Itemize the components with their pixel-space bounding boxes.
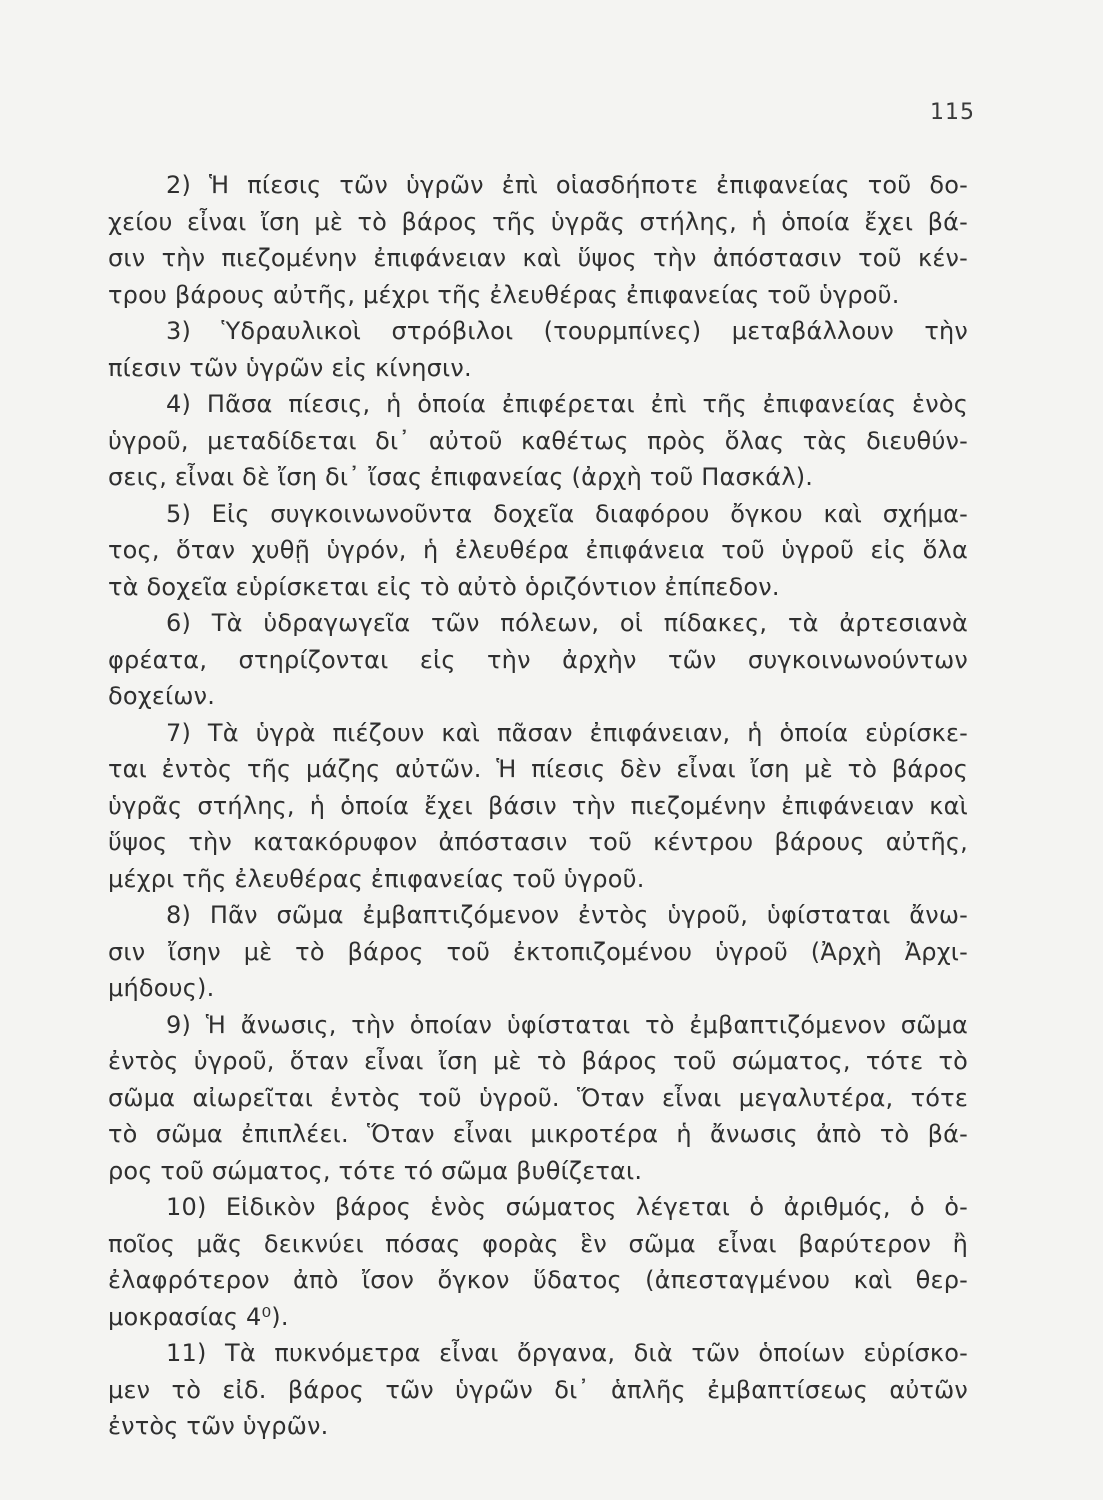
text-line: σῶμα αἰωρεῖται ἐντὸς τοῦ ὑγροῦ. Ὅταν εἶναι μεγαλυτέρα, τότε <box>108 1083 968 1112</box>
text-line: δοχείων. <box>108 682 216 710</box>
text-line: ἐντὸς ὑγροῦ, ὅταν εἶναι ἴση μὲ τὸ βάρος τοῦ σώματος, τότε τὸ <box>108 1047 968 1075</box>
text-line: σιν τὴν πιεζομένην ἐπιφάνειαν καὶ ὕψος τὴν ἀπόστασιν τοῦ κέν- <box>108 244 968 272</box>
text-line: 8) Πᾶν σῶμα ἐμβαπτιζόμενον ἐντὸς ὑγροῦ, ὑφίσταται ἄνω- <box>166 901 968 929</box>
page-number: 115 <box>930 100 975 125</box>
text-line: ἐντὸς τῶν ὑγρῶν. <box>108 1412 329 1440</box>
text-line: τὰ δοχεῖα εὑρίσκεται εἰς τὸ αὐτὸ ὁριζόντιον ἐπίπεδον. <box>108 572 780 601</box>
paragraph-8 <box>108 897 968 1007</box>
text-line: τρου βάρους αὐτῆς, μέχρι τῆς ἐλευθέρας ἐπιφανείας τοῦ ὑγροῦ. <box>108 280 900 309</box>
text-line: 7) Τὰ ὑγρὰ πιέζουν καὶ πᾶσαν ἐπιφάνειαν, ἡ ὁποία εὑρίσκε- <box>166 718 968 747</box>
paragraph-2 <box>108 167 968 313</box>
body-text <box>108 167 968 1445</box>
text-line: 9) Ἡ ἄνωσις, τὴν ὁποίαν ὑφίσταται τὸ ἐμβαπτιζόμενον σῶμα <box>166 1010 968 1039</box>
paragraph-5 <box>108 496 968 606</box>
paragraph-7 <box>108 715 968 898</box>
text-line: 2) Ἡ πίεσις τῶν ὑγρῶν ἐπὶ οἱασδήποτε ἐπιφανείας τοῦ δο- <box>166 171 968 199</box>
text-line: ὑγροῦ, μεταδίδεται δι᾽ αὐτοῦ καθέτως πρὸς ὅλας τὰς διευθύν- <box>108 426 968 455</box>
paragraph-9 <box>108 1007 968 1190</box>
text-line: χείου εἶναι ἴση μὲ τὸ βάρος τῆς ὑγρᾶς στήλης, ἡ ὁποία ἔχει βά- <box>108 207 968 236</box>
text-line: μέχρι τῆς ἐλευθέρας ἐπιφανείας τοῦ ὑγροῦ. <box>108 864 645 893</box>
text-line: μοκρασίας 4⁰). <box>108 1302 289 1331</box>
text-line: ποῖος μᾶς δεικνύει πόσας φορὰς ἓν σῶμα εἶναι βαρύτερον ἢ <box>108 1229 968 1258</box>
text-line: 5) Εἰς συγκοινωνοῦντα δοχεῖα διαφόρου ὄγκου καὶ σχήμα- <box>166 499 968 528</box>
text-line: ἐλαφρότερον ἀπὸ ἴσον ὄγκον ὕδατος (ἀπεσταγμένου καὶ θερ- <box>108 1266 968 1294</box>
text-line: 6) Τὰ ὑδραγωγεῖα τῶν πόλεων, οἱ πίδακες, τὰ ἀρτεσιανὰ <box>166 609 968 637</box>
text-line: μήδους). <box>108 974 215 1002</box>
text-line: 4) Πᾶσα πίεσις, ἡ ὁποία ἐπιφέρεται ἐπὶ τῆς ἐπιφανείας ἑνὸς <box>166 390 968 418</box>
paragraph-4 <box>108 386 968 496</box>
text-line: τὸ σῶμα ἐπιπλέει. Ὅταν εἶναι μικροτέρα ἡ ἄνωσις ἀπὸ τὸ βά- <box>108 1120 968 1148</box>
text-line: τος, ὅταν χυθῇ ὑγρόν, ἡ ἐλευθέρα ἐπιφάνεια τοῦ ὑγροῦ εἰς ὅλα <box>108 536 968 564</box>
text-line: ται ἐντὸς τῆς μάζης αὐτῶν. Ἡ πίεσις δὲν εἶναι ἴση μὲ τὸ βάρος <box>108 755 968 783</box>
paragraph-6 <box>108 605 968 715</box>
text-line: 3) Ὑδραυλικοὶ στρόβιλοι (τουρμπίνες) μεταβάλλουν τὴν <box>166 317 968 345</box>
text-line: φρέατα, στηρίζονται εἰς τὴν ἀρχὴν τῶν συγκοινωνούντων <box>108 645 968 674</box>
text-line: 11) Τὰ πυκνόμετρα εἶναι ὄργανα, διὰ τῶν ὁποίων εὑρίσκο- <box>166 1339 968 1367</box>
paragraph-10 <box>108 1189 968 1335</box>
text-line: σεις, εἶναι δὲ ἴση δι᾽ ἴσας ἐπιφανείας (ἀρχὴ τοῦ Πασκάλ). <box>108 463 814 491</box>
text-line: σιν ἴσην μὲ τὸ βάρος τοῦ ἐκτοπιζομένου ὑγροῦ (Ἀρχὴ Ἀρχι- <box>108 937 968 966</box>
text-line: ὕψος τὴν κατακόρυφον ἀπόστασιν τοῦ κέντρου βάρους αὐτῆς, <box>108 828 968 856</box>
text-line: πίεσιν τῶν ὑγρῶν εἰς κίνησιν. <box>108 353 472 382</box>
text-line: μεν τὸ εἰδ. βάρος τῶν ὑγρῶν δι᾽ ἁπλῆς ἐμβαπτίσεως αὐτῶν <box>108 1375 968 1404</box>
paragraph-3 <box>108 313 968 386</box>
text-line: ὑγρᾶς στήλης, ἡ ὁποία ἔχει βάσιν τὴν πιεζομένην ἐπιφάνειαν καὶ <box>108 791 968 820</box>
text-line: ρος τοῦ σώματος, τότε τό σῶμα βυθίζεται. <box>108 1156 643 1185</box>
text-line: 10) Εἰδικὸν βάρος ἑνὸς σώματος λέγεται ὁ ἀριθμός, ὁ ὁ- <box>166 1193 968 1221</box>
paragraph-11 <box>108 1335 968 1445</box>
